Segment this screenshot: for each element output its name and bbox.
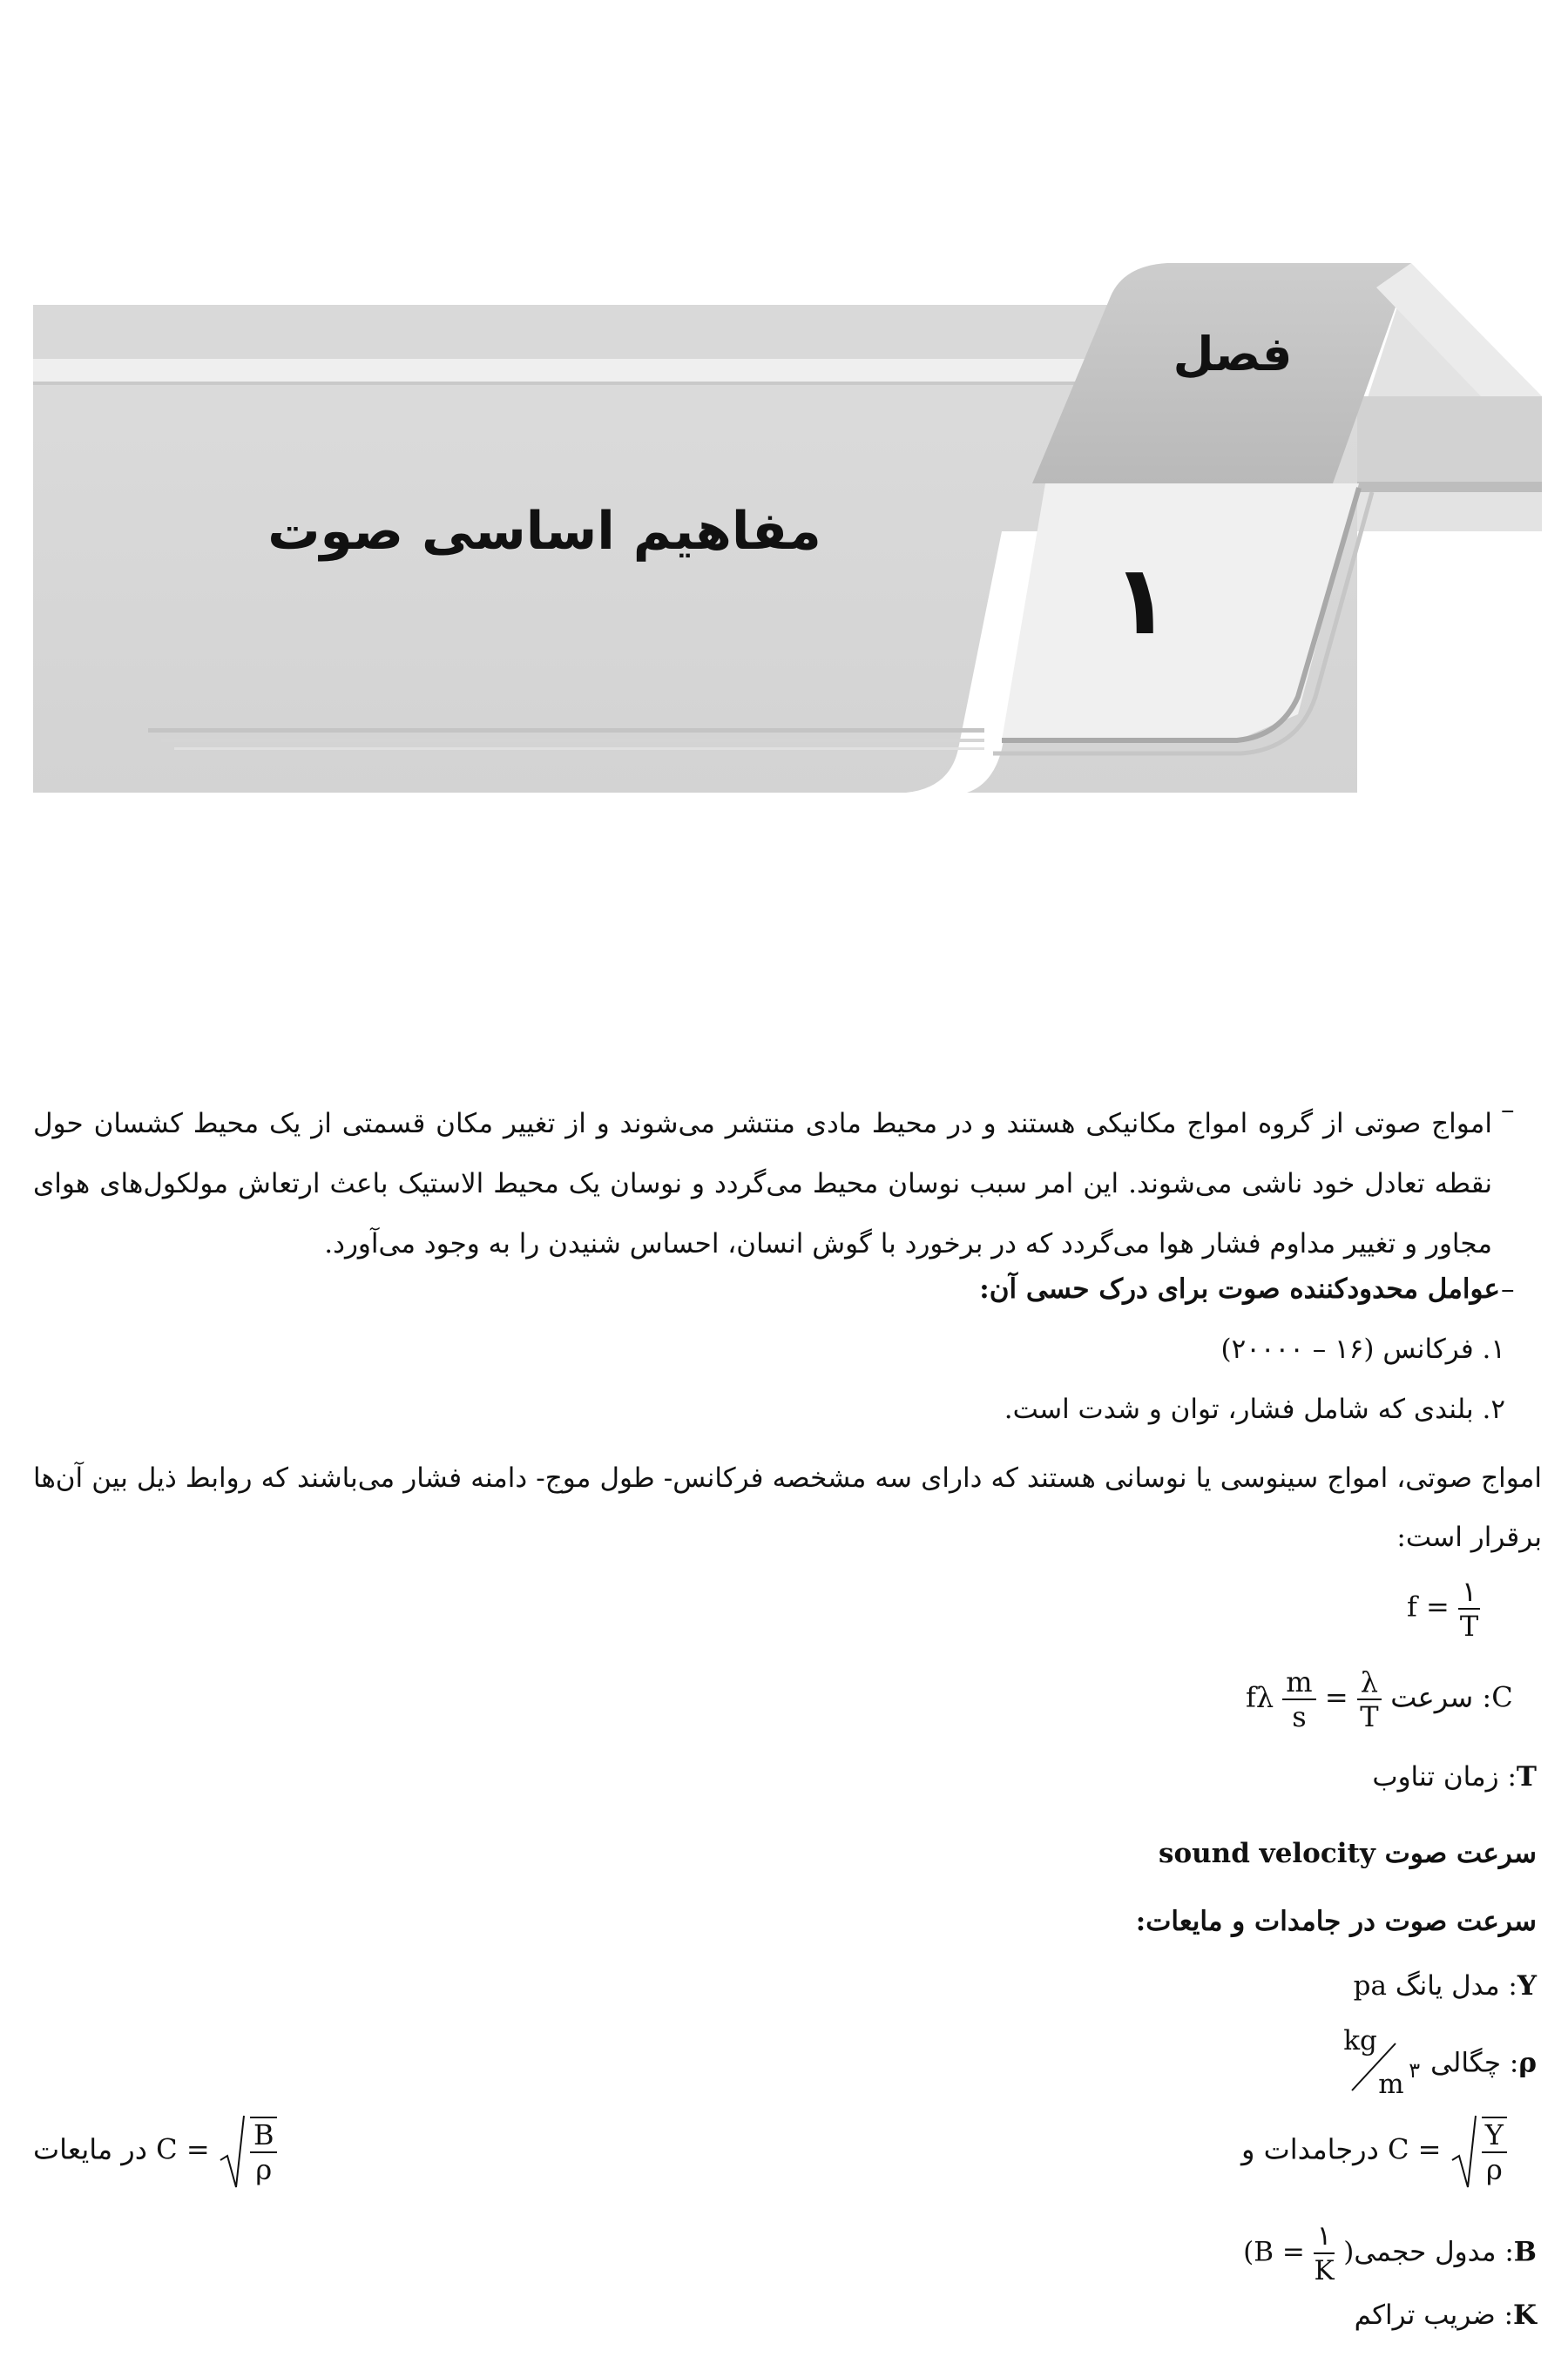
chapter-label: فصل — [1173, 327, 1293, 382]
speed-formula — [1246, 1665, 1513, 1733]
definition-text-wrap — [1354, 2237, 1537, 2268]
formula-prefix: C: سرعت — [1390, 1680, 1513, 1714]
fraction — [1314, 2219, 1335, 2287]
formula-lhs: f = — [1407, 1590, 1450, 1624]
definition-key: ρ — [1518, 2047, 1537, 2079]
unit-fraction — [1282, 1665, 1315, 1733]
unit-denominator: m — [1378, 2069, 1404, 2100]
chapter-title: مفاهیم اساسی صوت — [267, 501, 821, 562]
density-unit — [1343, 2025, 1422, 2104]
chapter-number: ۱ — [1112, 544, 1171, 656]
formula-suffix: fλ — [1246, 1680, 1274, 1714]
denominator: ρ — [255, 2153, 273, 2186]
period-definition — [1372, 1761, 1537, 1793]
numerator: λ — [1357, 1665, 1382, 1700]
definition-key: B — [1513, 2236, 1537, 2268]
frequency-formula — [1407, 1575, 1480, 1643]
heading-english: sound velocity — [1159, 1838, 1375, 1869]
definition-text: : ضریب تراکم — [1354, 2300, 1514, 2331]
fraction — [250, 2117, 278, 2186]
definition-text: : زمان تناوب — [1372, 1761, 1517, 1793]
numerator: B — [250, 2118, 278, 2153]
definition-text: : مدول حجمی — [1354, 2236, 1514, 2268]
chapter-banner — [0, 0, 1568, 810]
definition-key: Y — [1517, 1970, 1537, 2002]
fraction — [1357, 1665, 1382, 1733]
bulk-modulus-definition — [1243, 2219, 1537, 2287]
formula-lhs: (B = — [1243, 2236, 1305, 2268]
fraction — [1458, 1575, 1480, 1643]
numerator: ۱ — [1314, 2219, 1335, 2254]
solids-liquids-subheading: سرعت صوت در جامدات و مایعات: — [1135, 1906, 1537, 1937]
equals-sign: = — [1324, 1680, 1348, 1714]
solid-speed-formula — [1241, 2112, 1507, 2191]
denominator: T — [1360, 1700, 1379, 1733]
numerator: ۱ — [1458, 1575, 1480, 1610]
denominator: s — [1292, 1700, 1307, 1733]
denominator: ρ — [1485, 2153, 1503, 2186]
density-definition — [1343, 2025, 1537, 2104]
intro-paragraph: امواج صوتی از گروه امواج مکانیکی هستند و در محیط مادی منتشر می‌شوند و از تغییر مکان قسمتی از یک محیط کشسان حول نقطه تعادل خود ناشی می‌شوند. این امر سبب نوسان محیط می‌گردد و نوسان یک محیط الاستیک باعث ارتعاش مولکول‌های هوای مجاور و تغییر مداوم فشار هوا می‌گردد که در برخورد با گوش انسان، احساس شنیدن را به وجود می‌آورد. — [33, 1108, 1492, 1260]
definition-text: : مدل یانگ pa — [1353, 1970, 1517, 2002]
denominator: T — [1459, 1610, 1479, 1643]
formula-rhs: ) — [1343, 2236, 1355, 2268]
formula-label: در مایعات — [33, 2132, 147, 2166]
bullet-dash: – — [1501, 1094, 1515, 1125]
definition-text: : چگالی — [1430, 2047, 1519, 2079]
formula-lhs: C = — [156, 2132, 210, 2166]
sqrt-sign — [1450, 2112, 1477, 2191]
definition-key: T — [1516, 1761, 1537, 1793]
fraction — [1482, 2117, 1507, 2186]
sqrt-sign — [219, 2112, 245, 2191]
unit-exponent: ۳ — [1409, 2058, 1421, 2083]
liquid-speed-formula — [33, 2112, 277, 2191]
denominator: K — [1314, 2255, 1335, 2286]
sound-velocity-heading — [1159, 1838, 1537, 1869]
young-modulus-definition — [1354, 1970, 1537, 2002]
heading-persian: سرعت صوت — [1384, 1838, 1537, 1869]
formula-lhs: C = — [1387, 2132, 1442, 2166]
numerator: m — [1282, 1665, 1315, 1700]
list-item-frequency: ۱. فرکانس (۱۶ – ۲۰۰۰۰) — [1220, 1334, 1505, 1365]
list-item-loudness: ۲. بلندی که شامل فشار، توان و شدت است. — [1004, 1394, 1505, 1425]
unit-numerator: kg — [1343, 2025, 1377, 2056]
definition-key: K — [1513, 2300, 1537, 2331]
formula-label: درجامدات و — [1241, 2132, 1379, 2166]
numerator: Y — [1482, 2118, 1507, 2153]
limiting-factors-heading: عوامل محدودکننده صوت برای درک حسی آن: — [979, 1273, 1500, 1305]
wave-properties-paragraph: امواج صوتی، امواج سینوسی یا نوسانی هستند که دارای سه مشخصه فرکانس- طول موج- دامنه فشار می‌باشند که روابط ذیل بین آن‌ها برقرار است: — [33, 1462, 1543, 1553]
compressibility-definition — [1355, 2300, 1537, 2331]
bullet-dash: – — [1501, 1273, 1515, 1305]
